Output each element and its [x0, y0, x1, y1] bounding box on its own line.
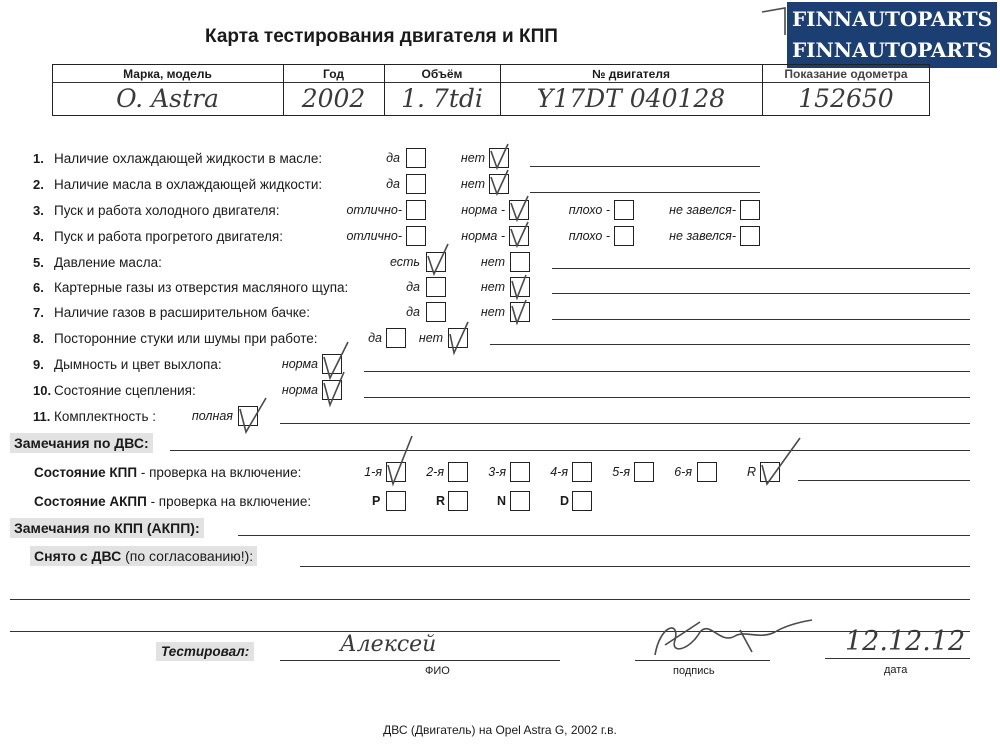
signature-caption: подпись: [673, 665, 715, 677]
item-number: 3.: [33, 203, 44, 218]
item-number: 4.: [33, 229, 44, 244]
col-header-year: Год: [323, 67, 344, 81]
option-label: да: [368, 331, 382, 345]
option-label: нет: [480, 255, 505, 269]
gear-label: 4-я: [550, 465, 568, 479]
check-mark: [762, 438, 800, 484]
option-label: нет: [460, 151, 485, 165]
option-label: плохо -: [568, 203, 610, 217]
item-label: Состояние сцепления:: [54, 383, 196, 398]
check-mark: [512, 275, 526, 298]
item-number: 11.: [33, 409, 51, 424]
option-label: отлично-: [346, 229, 402, 243]
value-model: O. Astra: [116, 84, 219, 113]
col-header-volume: Объём: [421, 67, 463, 81]
check-mark: [511, 196, 528, 220]
option-label: отлично-: [346, 203, 402, 217]
image-caption: ДВС (Двигатель) на Opel Astra G, 2002 г.в.: [383, 723, 617, 737]
edge-mark: [762, 8, 785, 35]
gear-label: 6-я: [674, 465, 692, 479]
item-label: Наличие масла в охлаждающей жидкости:: [54, 177, 323, 192]
item-label: Давление масла:: [54, 255, 162, 270]
check-mark: [388, 436, 412, 484]
item-label: Картерные газы из отверстия масляного щупа:: [54, 280, 349, 295]
check-mark: [428, 244, 448, 274]
date-caption: дата: [884, 664, 908, 676]
option-label: норма: [281, 357, 318, 371]
gear-label: 5-я: [612, 465, 630, 479]
signature-scribble: [655, 620, 812, 655]
tested-by-label: Тестировал:: [156, 642, 254, 661]
akpp-gear-label: N: [497, 494, 507, 508]
value-year: 2002: [301, 84, 366, 113]
item-number: 10.: [33, 383, 52, 398]
gear-label: 2-я: [426, 465, 444, 479]
signature-scribble: [665, 622, 752, 652]
option-label: не завелся-: [669, 229, 736, 243]
option-label: да: [386, 177, 400, 191]
item-number: 5.: [33, 255, 44, 270]
col-header-odometer: Показание одометра: [784, 67, 908, 81]
item-label: Наличие газов в расширительном бачке:: [54, 305, 311, 320]
akpp-label-bold: Состояние АКПП: [34, 494, 147, 509]
option-label: норма: [281, 383, 318, 397]
option-label: нет: [460, 177, 485, 191]
gear-label: R: [746, 465, 756, 479]
watermark-line-2: FINNAUTOPARTS: [791, 38, 993, 62]
option-label: нет: [418, 331, 443, 345]
akpp-gear-label: R: [436, 494, 446, 508]
page-title: Карта тестирования двигателя и КПП: [205, 26, 558, 47]
tester-name: Алексей: [340, 632, 437, 657]
item-label: Дымность и цвет выхлопа:: [54, 357, 222, 372]
option-label: полная: [191, 409, 233, 423]
option-label: нет: [480, 305, 505, 319]
option-label: нет: [480, 280, 505, 294]
check-mark: [511, 222, 528, 246]
option-label: плохо -: [568, 229, 610, 243]
section-dvs-remarks: Замечания по ДВС:: [10, 433, 153, 453]
option-label: да: [406, 280, 420, 294]
check-mark: [450, 322, 468, 353]
item-number: 7.: [33, 305, 44, 320]
col-header-engine-no: № двигателя: [592, 67, 670, 81]
akpp-label-rest: - проверка на включение:: [146, 494, 312, 509]
removed-bold: Снято с ДВС: [34, 548, 122, 564]
option-label: норма -: [461, 229, 505, 243]
check-mark: [491, 170, 508, 194]
akpp-gear-label: D: [560, 494, 570, 508]
section-kpp-remarks: Замечания по КПП (АКПП):: [10, 518, 204, 538]
test-date: 12.12.12: [845, 626, 966, 657]
check-mark: [324, 372, 344, 405]
gear-label: 3-я: [488, 465, 506, 479]
check-mark: [240, 398, 266, 432]
watermark-line-1: FINNAUTOPARTS: [791, 7, 993, 31]
option-label: не завелся-: [669, 203, 736, 217]
option-label: да: [406, 305, 420, 319]
check-mark: [512, 300, 526, 323]
item-number: 1.: [33, 151, 44, 166]
option-label: есть: [389, 255, 420, 269]
fio-caption: ФИО: [425, 665, 450, 677]
item-number: 6.: [33, 280, 44, 295]
item-number: 9.: [33, 357, 44, 372]
kpp-label-rest: - проверка на включение:: [137, 465, 302, 480]
item-label: Комплектность :: [54, 409, 157, 424]
option-label: норма -: [461, 203, 505, 217]
akpp-gear-label: P: [372, 494, 381, 508]
item-label: Пуск и работа прогретого двигателя:: [54, 229, 283, 244]
gear-label: 1-я: [364, 465, 382, 479]
item-number: 2.: [33, 177, 44, 192]
item-label: Наличие охлаждающей жидкости в масле:: [54, 151, 323, 166]
check-mark: [491, 144, 508, 168]
kpp-label-bold: Состояние КПП: [34, 465, 138, 480]
removed-rest: (по согласованию!):: [121, 548, 254, 564]
item-label: Пуск и работа холодного двигателя:: [54, 203, 280, 218]
item-label: Посторонние стуки или шумы при работе:: [54, 331, 318, 346]
value-odometer: 152650: [798, 84, 894, 113]
value-volume: 1. 7tdi: [401, 84, 483, 113]
value-engine-no: Y17DT 040128: [536, 84, 726, 113]
option-label: да: [386, 151, 400, 165]
item-number: 8.: [33, 331, 44, 346]
col-header-model: Марка, модель: [123, 67, 212, 81]
